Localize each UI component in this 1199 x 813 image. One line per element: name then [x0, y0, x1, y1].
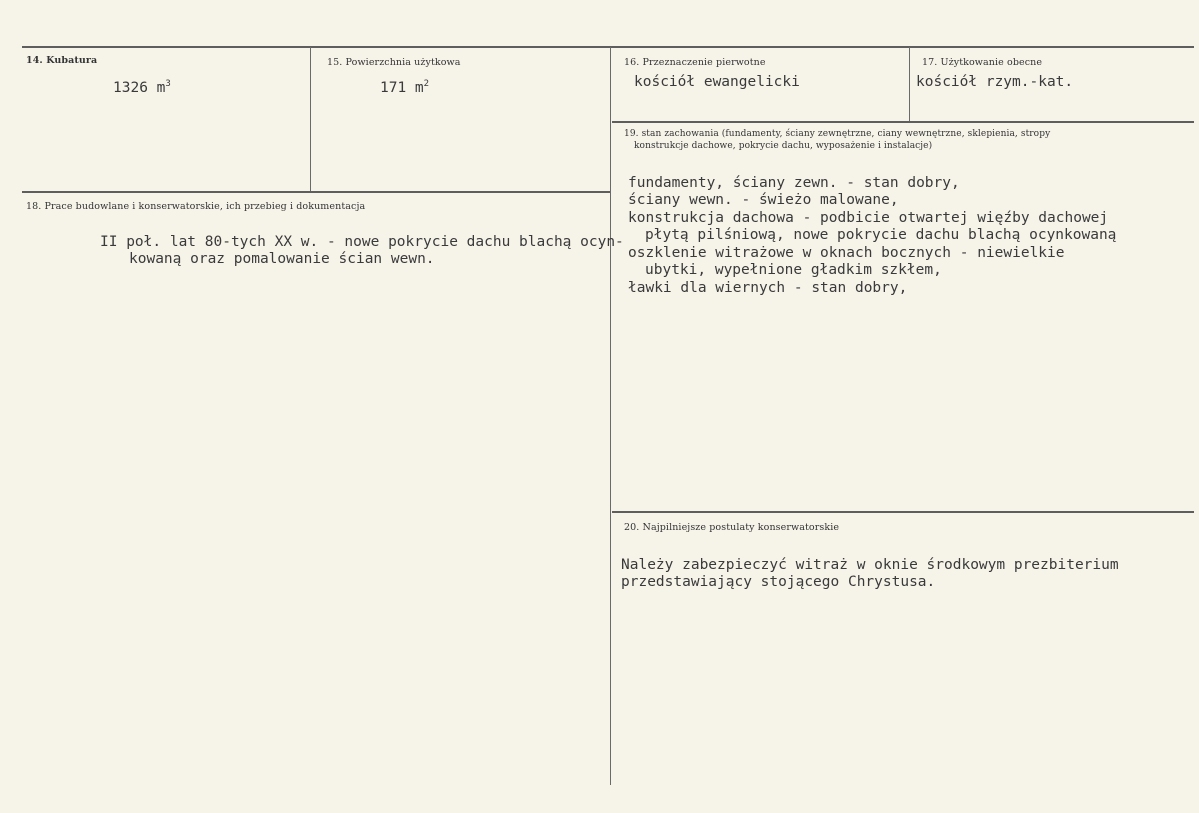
field-18-text	[100, 216, 624, 269]
field-17-value: kościół rzym.-kat.	[916, 74, 1074, 90]
field-20-text	[621, 539, 1119, 592]
field-20-label: 20. Najpilniejsze postulaty konserwatorskie	[624, 522, 840, 533]
field-15-unit-sup: 2	[423, 79, 430, 89]
field-14-label: 14. Kubatura	[26, 55, 98, 66]
field-14-value-text: 1326 m	[113, 79, 166, 96]
field-19-line: fundamenty, ściany zewn. - stan dobry,	[628, 174, 960, 191]
rule-18-top	[22, 191, 610, 193]
divider-14-15	[310, 47, 311, 191]
field-16-value: kościół ewangelicki	[634, 74, 800, 90]
field-18-line: kowaną oraz pomalowanie ścian wewn.	[129, 251, 435, 267]
field-20-line: przedstawiający stojącego Chrystusa.	[621, 574, 936, 590]
field-19-label-line2: konstrukcje dachowe, pokrycie dachu, wyposażenie i instalacje)	[634, 141, 933, 151]
field-19-line: ławki dla wiernych - stan dobry,	[628, 279, 908, 296]
field-19-label-line1: 19. stan zachowania (fundamenty, ściany zewnętrzne, ciany wewnętrzne, sklepienia, stropy	[624, 129, 1051, 139]
rule-19-top	[612, 121, 1194, 123]
field-14-value	[113, 76, 171, 97]
field-20-line: Należy zabezpieczyć witraż w oknie środkowym prezbiterium	[621, 556, 1119, 573]
field-19-line: ubytki, wypełnione gładkim szkłem,	[645, 262, 942, 278]
field-19-text	[628, 157, 1116, 297]
rule-20-top	[612, 511, 1194, 513]
field-19-line: konstrukcja dachowa - podbicie otwartej więźby dachowej	[628, 209, 1109, 226]
field-14-unit-sup: 3	[165, 79, 171, 89]
divider-16-17	[909, 47, 910, 121]
field-15-label: 15. Powierzchnia użytkowa	[327, 57, 461, 68]
field-15-value-text: 171 m	[380, 79, 424, 96]
field-19-line: ściany wewn. - świeżo malowane,	[628, 192, 899, 208]
divider-main	[610, 47, 611, 785]
field-18-label: 18. Prace budowlane i konserwatorskie, ich przebieg i dokumentacja	[26, 201, 366, 212]
field-19-line: oszklenie witrażowe w oknach bocznych - niewielkie	[628, 244, 1065, 261]
field-15-value	[380, 76, 429, 97]
field-16-label: 16. Przeznaczenie pierwotne	[624, 57, 766, 68]
field-17-label: 17. Użytkowanie obecne	[922, 57, 1043, 68]
field-19-line: płytą pilśniową, nowe pokrycie dachu blachą ocynkowaną	[645, 227, 1117, 243]
top-rule	[22, 46, 1194, 48]
field-18-line: II poł. lat 80-tych XX w. - nowe pokrycie dachu blachą ocyn-	[100, 233, 624, 250]
